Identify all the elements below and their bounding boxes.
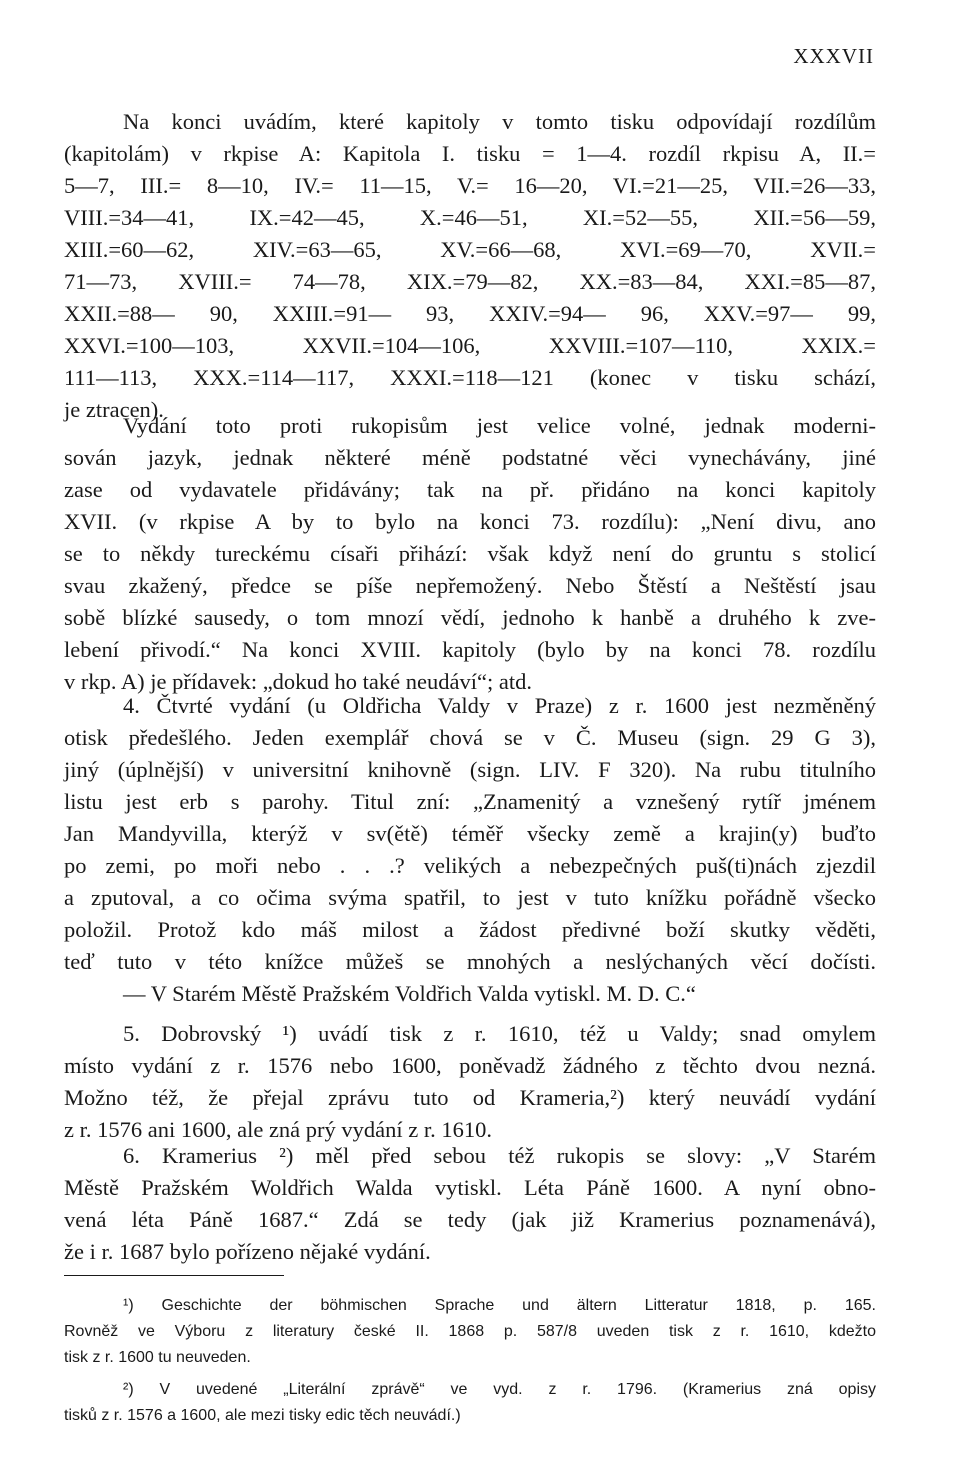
text-line: XXII.=88— 90, XXIII.=91— 93, XXIV.=94— 96, XXV.=97— 99, [64, 301, 876, 326]
footnote-1 [64, 1293, 876, 1371]
footnote-line: ¹) Geschichte der böhmischen Sprache und ältern Litteratur 1818, p. 165. [123, 1297, 876, 1314]
text-line: vená léta Páně 1687.“ Zdá se tedy (jak již Kramerius poznamenává), [64, 1207, 876, 1232]
text-line: (kapitolám) v rkpise A: Kapitola I. tisku = 1—4. rozdíl rkpisu A, II.= [64, 141, 876, 166]
text-line: 6. Kramerius ²) měl před sebou též rukopis se slovy: „V Starém [123, 1143, 876, 1168]
text-line: 71—73, XVIII.= 74—78, XIX.=79—82, XX.=83—84, XXI.=85—87, [64, 269, 876, 294]
text-line: a zputoval, a co očima svýma spatřil, to jest v tuto knížku pořádně všecko [64, 885, 876, 910]
text-line: jiný (úplnější) v universitní knihovně (sign. LIV. F 320). Na rubu titulního [64, 757, 876, 782]
footnote-2 [64, 1377, 876, 1429]
text-line: 5. Dobrovský ¹) uvádí tisk z r. 1610, též u Valdy; snad omylem [123, 1021, 876, 1046]
text-line: XIII.=60—62, XIV.=63—65, XV.=66—68, XVI.=69—70, XVII.= [64, 237, 876, 262]
text-line: otisk předešlého. Jeden exemplář chová se v Č. Museu (sign. 29 G 3), [64, 725, 876, 750]
paragraph-chapter-mapping [64, 106, 876, 426]
text-line: XXVI.=100—103, XXVII.=104—106, XXVIII.=107—110, XXIX.= [64, 333, 876, 358]
text-line: sobě blízké sausedy, o tom mnozí vědí, jednoho k hanbě a druhého k zve- [64, 605, 876, 630]
text-line: 111—113, XXX.=114—117, XXXI.=118—121 (konec v tisku schází, [64, 365, 876, 390]
text-line: Na konci uvádím, které kapitoly v tomto tisku odpovídají rozdílům [123, 109, 876, 134]
footnote-divider [64, 1275, 284, 1276]
text-line: se to někdy tureckému císaři přihází: však když není do gruntu s stolicí [64, 541, 876, 566]
text-line: položil. Protož kdo máš milost a žádost předivné boží skutky věděti, [64, 917, 876, 942]
text-line: zase od vydavatele přidávány; tak na př. přidáno na konci kapitoly [64, 477, 876, 502]
text-line: je ztracen). [64, 397, 164, 422]
text-line: po zemi, po moři nebo . . .? velikých a nebezpečných puš(ti)nách zjezdil [64, 853, 876, 878]
paragraph-fifth-edition [64, 1018, 876, 1146]
text-line: — V Starém Městě Pražském Voldřich Valda vytiskl. M. D. C.“ [123, 981, 696, 1006]
text-line: Jan Mandyvilla, kterýž v sv(ětě) téměř všecky země a krajin(y) buďto [64, 821, 876, 846]
text-line: že i r. 1687 bylo pořízeno nějaké vydání. [64, 1239, 431, 1264]
text-line: v rkp. A) je přídavek: „dokud ho také neudáví“; atd. [64, 669, 532, 694]
footnote-line: ²) V uvedené „Literální zprávě“ ve vyd. z r. 1796. (Kramerius zná opisy [123, 1381, 876, 1398]
text-line: sován jazyk, jednak některé méně podstatné věci vynechávány, jiné [64, 445, 876, 470]
paragraph-edition-notes [64, 410, 876, 698]
footnote-line: tisků z r. 1576 a 1600, ale mezi tisky edic těch neuvádí.) [64, 1407, 461, 1424]
text-line: Městě Pražském Woldřich Walda vytiskl. Léta Páně 1600. A nyní obno- [64, 1175, 876, 1200]
text-line: místo vydání z r. 1576 nebo 1600, poněvadž žádného z těchto dvou nezná. [64, 1053, 876, 1078]
text-line: VIII.=34—41, IX.=42—45, X.=46—51, XI.=52—55, XII.=56—59, [64, 205, 876, 230]
footnote-line: tisk z r. 1600 tu neuveden. [64, 1349, 251, 1366]
text-line: 5—7, III.= 8—10, IV.= 11—15, V.= 16—20, VI.=21—25, VII.=26—33, [64, 173, 876, 198]
text-line: z r. 1576 ani 1600, ale zná prý vydání z r. 1610. [64, 1117, 493, 1142]
text-line: teď tuto v této knížce můžeš se mnohých a neslýchaných věcí dočísti. [64, 949, 876, 974]
footnote-line: Rovněž ve Výboru z literatury české II. 1868 p. 587/8 uveden tisk z r. 1610, kdežto [64, 1323, 876, 1340]
text-line: Možno též, že přejal zprávu tuto od Krameria,²) který neuvádí vydání [64, 1085, 876, 1110]
page-number: XXXVII [793, 44, 874, 68]
text-line: listu jest erb s parohy. Titul zní: „Znamenitý a vznešený rytíř jménem [64, 789, 876, 814]
text-line: Vydání toto proti rukopisům jest velice volné, jednak moderni- [123, 413, 876, 438]
paragraph-fourth-edition [64, 690, 876, 1010]
text-line: lebení přivodí.“ Na konci XVIII. kapitoly (bylo by na konci 78. rozdílu [64, 637, 876, 662]
text-line: XVII. (v rkpise A by to bylo na konci 73. rozdílu): „Není divu, ano [64, 509, 876, 534]
paragraph-sixth-edition [64, 1140, 876, 1268]
text-line: 4. Čtvrté vydání (u Oldřicha Valdy v Praze) z r. 1600 jest nezměněný [123, 693, 876, 718]
text-line: svau zkažený, předce se píše nepřemožený. Nebo Štěstí a Neštěstí jsau [64, 573, 876, 598]
